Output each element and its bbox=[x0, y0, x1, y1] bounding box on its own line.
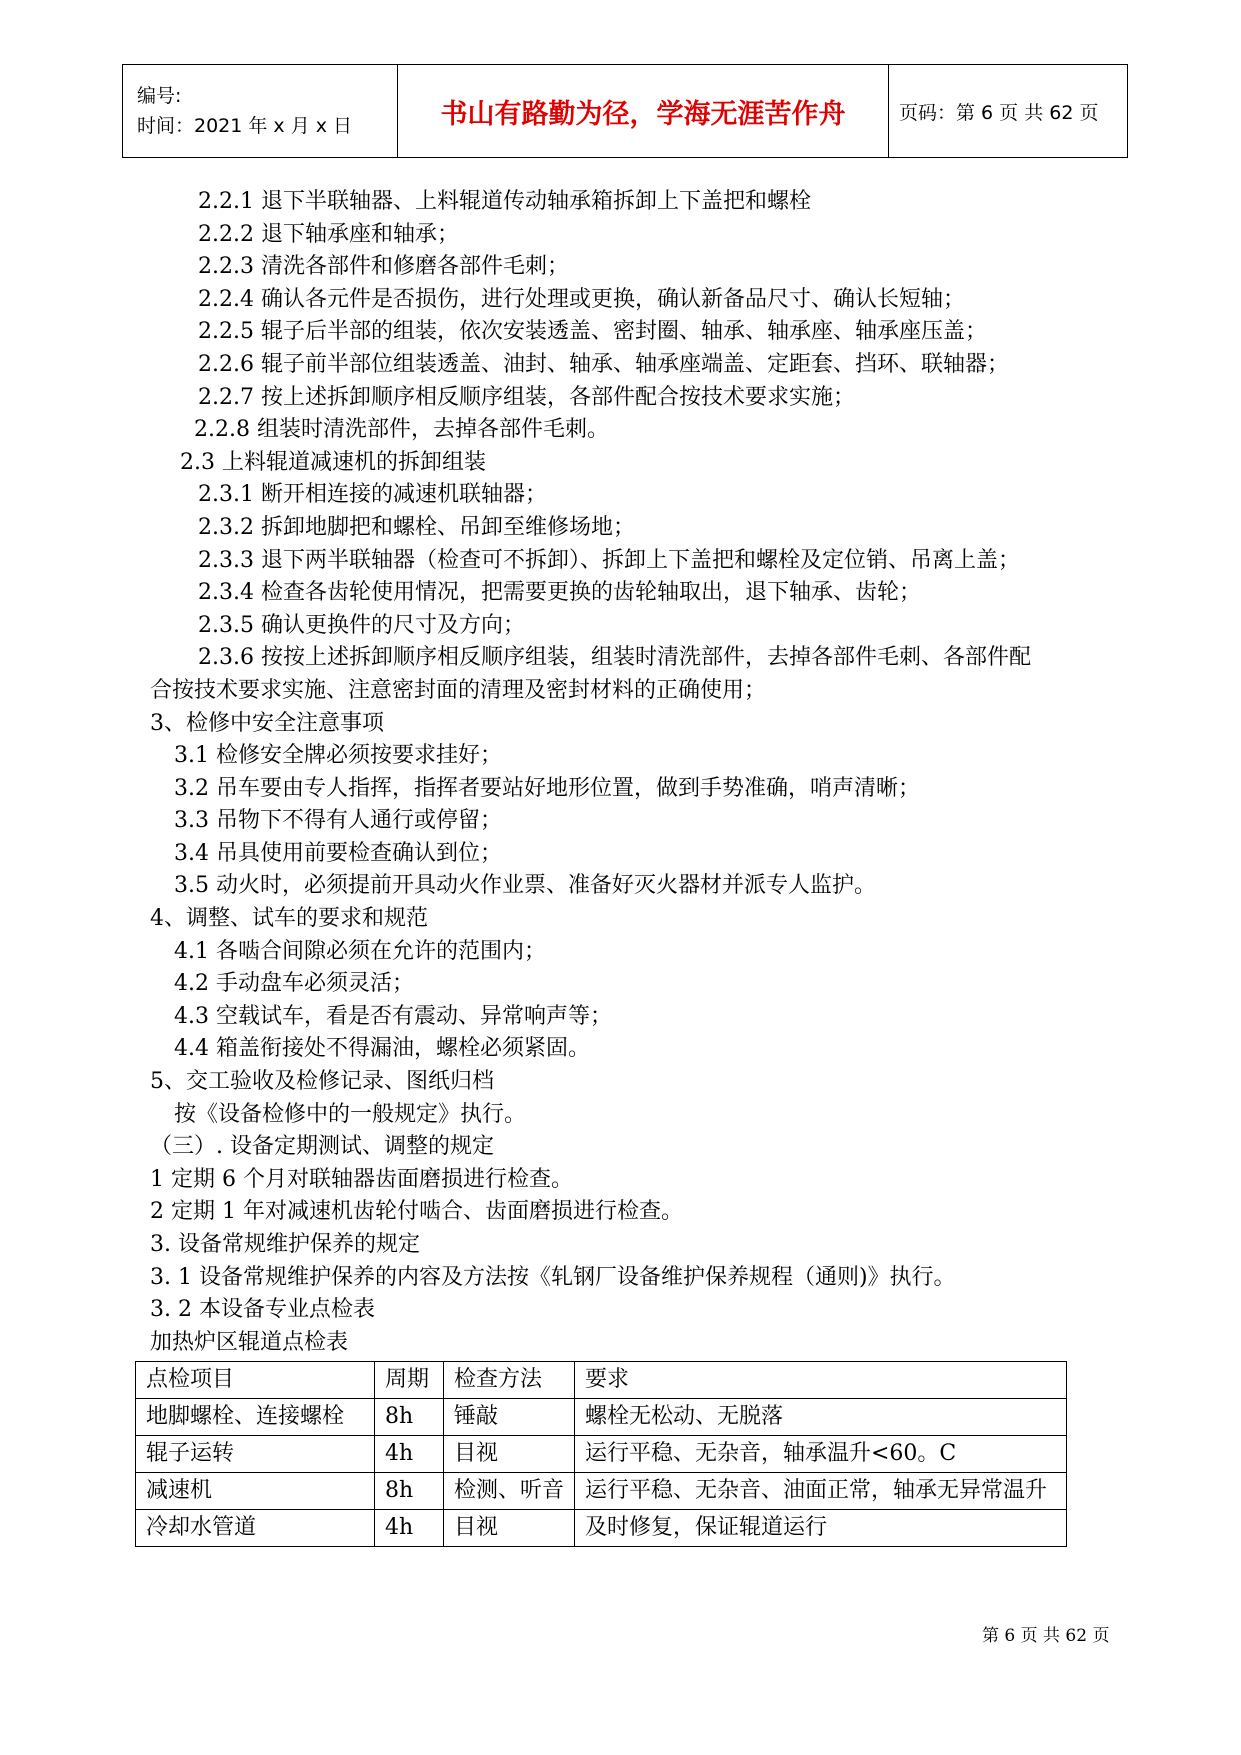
body-line: 2.3.4 检查各齿轮使用情况，把需要更换的齿轮轴取出，退下轴承、齿轮； bbox=[198, 580, 921, 606]
table-cell: 运行平稳、无杂音，轴承温升<60。C bbox=[575, 1436, 1067, 1473]
body-line: 4.2 手动盘车必须灵活； bbox=[174, 971, 414, 997]
table-cell: 运行平稳、无杂音、油面正常，轴承无异常温升 bbox=[575, 1473, 1067, 1510]
body-line: 合按技术要求实施、注意密封面的清理及密封材料的正确使用； bbox=[150, 677, 767, 703]
body-line: 加热炉区辊道点检表 bbox=[150, 1329, 349, 1355]
body-line: 2.2.3 清洗各部件和修磨各部件毛刺； bbox=[198, 254, 569, 280]
body-line: 3. 设备常规维护保养的规定 bbox=[150, 1232, 420, 1257]
body-line: 2.3.5 确认更换件的尺寸及方向； bbox=[198, 612, 525, 638]
table-header-cell: 要求 bbox=[575, 1362, 1067, 1399]
body-line: 4.1 各啮合间隙必须在允许的范围内； bbox=[174, 938, 546, 964]
table-cell: 及时修复，保证辊道运行 bbox=[575, 1510, 1067, 1547]
body-line: 3.2 吊车要由专人指挥，指挥者要站好地形位置，做到手势准确，哨声清晰； bbox=[174, 775, 920, 801]
body-line: 5、交工验收及检修记录、图纸归档 bbox=[150, 1069, 494, 1095]
table-cell: 8h bbox=[375, 1399, 444, 1436]
body-line: 2.2.4 确认各元件是否损伤，进行处理或更换，确认新备品尺寸、确认长短轴； bbox=[198, 286, 965, 312]
table-row bbox=[136, 1399, 1067, 1436]
body-line: 3.4 吊具使用前要检查确认到位； bbox=[174, 840, 502, 866]
body-line: 3、检修中安全注意事项 bbox=[150, 710, 384, 736]
table-cell: 辊子运转 bbox=[136, 1436, 375, 1473]
table-header-cell: 检查方法 bbox=[444, 1362, 575, 1399]
body-line: 3.5 动火时，必须提前开具动火作业票、准备好灭火器材并派专人监护。 bbox=[174, 873, 876, 899]
table-cell: 冷却水管道 bbox=[136, 1510, 375, 1547]
page-footer: 第 6 页 共 62 页 bbox=[982, 1626, 1110, 1646]
number-label: 编号: bbox=[137, 85, 182, 107]
body-line: 4.4 箱盖衔接处不得漏油，螺栓必须紧固。 bbox=[174, 1036, 590, 1062]
table-cell: 地脚螺栓、连接螺栓 bbox=[136, 1399, 375, 1436]
body-line: 2.2.6 辊子前半部位组装透盖、油封、轴承、轴承座端盖、定距套、挡环、联轴器； bbox=[198, 351, 1009, 377]
body-line: 2.3.3 退下两半联轴器（检查可不拆卸）、拆卸上下盖把和螺栓及定位销、吊离上盖； bbox=[198, 547, 1020, 573]
body-line: 3. 1 设备常规维护保养的内容及方法按《轧钢厂设备维护保养规程（通则)》执行。 bbox=[150, 1264, 956, 1290]
table-cell: 螺栓无松动、无脱落 bbox=[575, 1399, 1067, 1436]
table-cell: 4h bbox=[375, 1510, 444, 1547]
body-line: 2.3.1 断开相连接的减速机联轴器； bbox=[198, 482, 547, 508]
body-line: 2.2.2 退下轴承座和轴承； bbox=[198, 221, 459, 247]
body-line: 3.3 吊物下不得有人通行或停留； bbox=[174, 808, 502, 834]
table-cell: 目视 bbox=[444, 1510, 575, 1547]
table-header-row bbox=[136, 1362, 1067, 1399]
body-line: 2 定期 1 年对减速机齿轮付啮合、齿面磨损进行检查。 bbox=[150, 1199, 683, 1225]
motto: 书山有路勤为径，学海无涯苦作舟 bbox=[398, 65, 889, 158]
body-line: 2.2.1 退下半联轴器、上料辊道传动轴承箱拆卸上下盖把和螺栓 bbox=[198, 189, 811, 214]
time-label: 时间：2021 年 x 月 x 日 bbox=[137, 115, 353, 137]
body-line: （三）. 设备定期测试、调整的规定 bbox=[150, 1134, 494, 1160]
body-line: 3.1 检修安全牌必须按要求挂好； bbox=[174, 743, 502, 769]
body-line: 2.2.7 按上述拆卸顺序相反顺序组装，各部件配合按技术要求实施； bbox=[198, 384, 855, 410]
table-header-cell: 周期 bbox=[375, 1362, 444, 1399]
document-header bbox=[122, 64, 1128, 158]
table-cell: 目视 bbox=[444, 1436, 575, 1473]
table-cell: 减速机 bbox=[136, 1473, 375, 1510]
table-cell: 检测、听音 bbox=[444, 1473, 575, 1510]
body-line: 2.3.2 拆卸地脚把和螺栓、吊卸至维修场地； bbox=[198, 514, 635, 540]
table-cell: 锤敲 bbox=[444, 1399, 575, 1436]
body-line: 4、调整、试车的要求和规范 bbox=[150, 906, 428, 932]
table-row bbox=[136, 1510, 1067, 1547]
header-meta bbox=[123, 65, 398, 158]
body-line: 3. 2 本设备专业点检表 bbox=[150, 1297, 375, 1323]
table-cell: 8h bbox=[375, 1473, 444, 1510]
table-header-cell: 点检项目 bbox=[136, 1362, 375, 1399]
body-line: 4.3 空载试车，看是否有震动、异常响声等； bbox=[174, 1003, 612, 1029]
body-line: 1 定期 6 个月对联轴器齿面磨损进行检查。 bbox=[150, 1166, 573, 1192]
inspection-table bbox=[135, 1361, 1067, 1547]
body-line: 2.3.6 按按上述拆卸顺序相反顺序组装，组装时清洗部件，去掉各部件毛刺、各部件配 bbox=[198, 645, 1031, 671]
table-row bbox=[136, 1473, 1067, 1510]
document-body bbox=[150, 186, 1140, 1359]
table-row bbox=[136, 1436, 1067, 1473]
body-line: 2.3 上料辊道减速机的拆卸组装 bbox=[180, 449, 486, 475]
body-line: 按《设备检修中的一般规定》执行。 bbox=[174, 1101, 527, 1127]
header-page-label: 页码：第 6 页 共 62 页 bbox=[889, 65, 1128, 158]
body-line: 2.2.8 组装时清洗部件，去掉各部件毛刺。 bbox=[194, 417, 609, 443]
body-line: 2.2.5 辊子后半部的组装，依次安装透盖、密封圈、轴承、轴承座、轴承座压盖； bbox=[198, 319, 987, 345]
table-cell: 4h bbox=[375, 1436, 444, 1473]
